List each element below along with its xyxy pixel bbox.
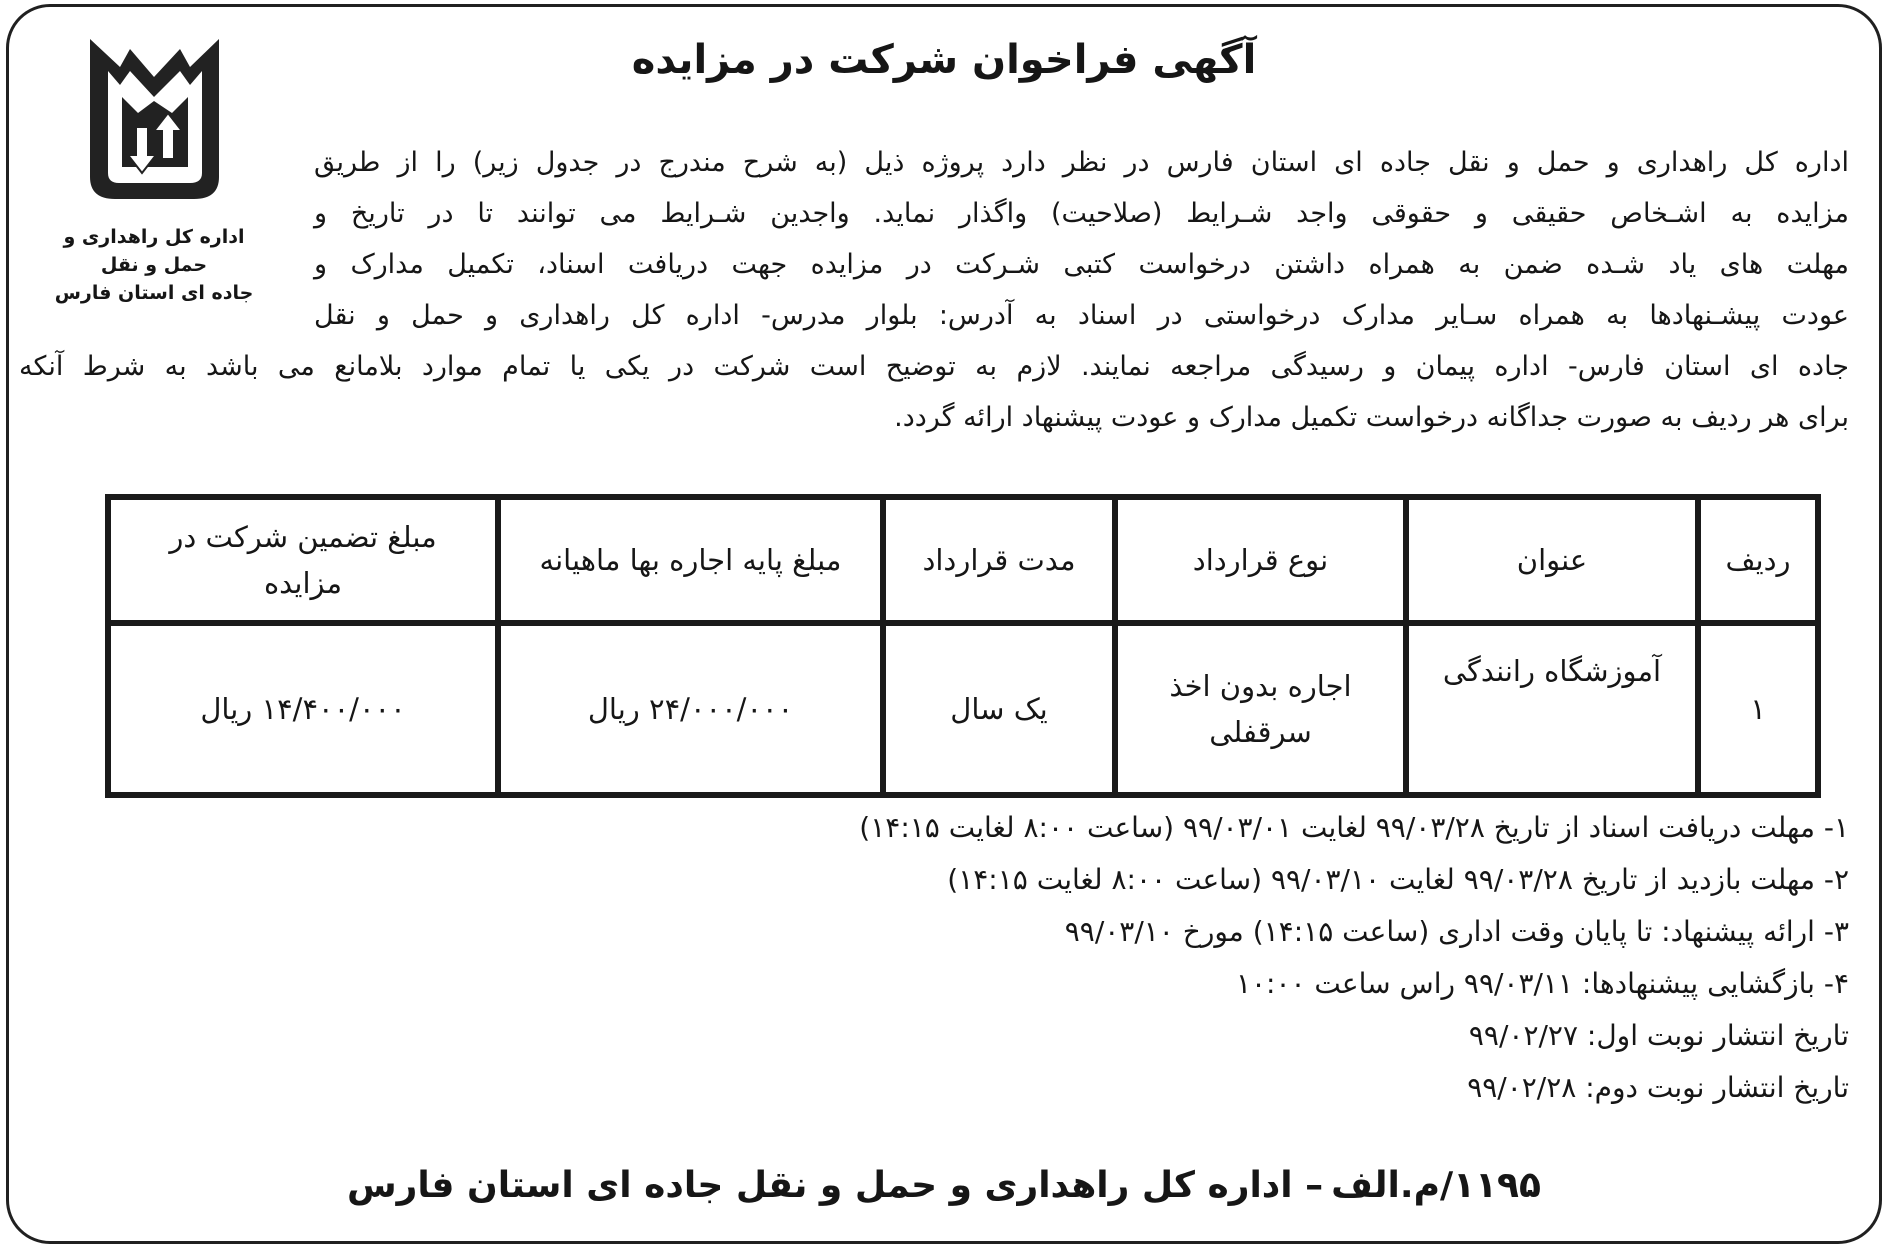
header-guarantee-line1: مبلغ تضمین شرکت در xyxy=(169,520,437,554)
notice-footer xyxy=(9,1165,1879,1206)
publish-date-first: تاریخ انتشار نوبت اول: ۹۹/۰۲/۲۷ xyxy=(1468,1019,1849,1052)
intro-paragraph xyxy=(19,137,1849,443)
header-base-rent: مبلغ پایه اجاره بها ماهیانه xyxy=(498,497,883,623)
cell-row-no: ۱ xyxy=(1698,623,1818,795)
intro-line: عودت پیشـنهادها به همراه سـایر مدارک درخواستی در اسناد به آدرس: بلوار مدرس- اداره کل راهداری و حمل و نقل xyxy=(314,300,1849,331)
cell-contract-type xyxy=(1115,623,1406,795)
header-title: عنوان xyxy=(1406,497,1698,623)
cell-base-rent: ۲۴/۰۰۰/۰۰۰ ریال xyxy=(498,623,883,795)
tender-table xyxy=(105,494,1821,798)
intro-line: اداره کل راهداری و حمل و نقل جاده ای استان فارس در نظر دارد پروژه ذیل (به شرح مندرج در جدول زیر) را از طریق xyxy=(314,147,1849,178)
notice-code: ۱۱۹۵/م.الف xyxy=(1331,1165,1541,1206)
cell-contract-type-line1: اجاره بدون اخذ xyxy=(1169,669,1352,703)
notice-frame xyxy=(6,4,1882,1244)
cell-title: آموزشگاه رانندگی xyxy=(1406,623,1698,795)
intro-line: مهلت های یاد شـده ضمن به همراه داشتن درخواست کتبی شـرکت در مزایده جهت دریافت اسناد، تکمیل مدارک و xyxy=(314,249,1849,280)
table-header-row xyxy=(108,497,1818,623)
deadline-item: ۱- مهلت دریافت اسناد از تاریخ ۹۹/۰۳/۲۸ لغایت ۹۹/۰۳/۰۱ (ساعت ۸:۰۰ لغایت ۱۴:۱۵) xyxy=(859,811,1849,844)
logo-caption-line1: اداره کل راهداری و حمل و نقل xyxy=(63,226,245,276)
logo-caption-line2: جاده ای استان فارس xyxy=(54,282,254,304)
header-duration: مدت قرارداد xyxy=(883,497,1115,623)
header-guarantee-line2: مزایده xyxy=(263,566,343,600)
header-guarantee xyxy=(108,497,498,623)
cell-duration: یک سال xyxy=(883,623,1115,795)
deadline-item: ۴- بازگشایی پیشنهادها: ۹۹/۰۳/۱۱ راس ساعت ۱۰:۰۰ xyxy=(1235,967,1849,1000)
deadlines-list xyxy=(89,802,1849,1114)
header-contract-type: نوع قرارداد xyxy=(1115,497,1406,623)
footer-organization: – اداره کل راهداری و حمل و نقل جاده ای استان فارس xyxy=(346,1165,1324,1206)
cell-contract-type-line2: سرقفلی xyxy=(1209,715,1312,749)
intro-line: مزایده به اشـخاص حقیقی و حقوقی واجد شـرایط (صلاحیت) واگذار نماید. واجدین شـرایط می توانند تا در تاریخ و xyxy=(314,198,1849,229)
header-row-no: ردیف xyxy=(1698,497,1818,623)
deadline-item: ۲- مهلت بازدید از تاریخ ۹۹/۰۳/۲۸ لغایت ۹۹/۰۳/۱۰ (ساعت ۸:۰۰ لغایت ۱۴:۱۵) xyxy=(947,863,1849,896)
publish-date-second: تاریخ انتشار نوبت دوم: ۹۹/۰۲/۲۸ xyxy=(1467,1071,1849,1104)
table-row xyxy=(108,623,1818,795)
deadline-item: ۳- ارائه پیشنهاد: تا پایان وقت اداری (ساعت ۱۴:۱۵) مورخ ۹۹/۰۳/۱۰ xyxy=(1064,915,1849,948)
intro-line: جاده ای استان فارس- اداره پیمان و رسیدگی مراجعه نمایند. لازم به توضیح است شرکت در یکی یا تمام موارد بلامانع می باشد به شرط آنکه xyxy=(19,351,1849,382)
cell-guarantee: ۱۴/۴۰۰/۰۰۰ ریال xyxy=(108,623,498,795)
intro-line: برای هر ردیف به صورت جداگانه درخواست تکمیل مدارک و عودت پیشنهاد ارائه گردد. xyxy=(894,402,1849,433)
notice-title: آگهی فراخوان شرکت در مزایده xyxy=(631,37,1257,83)
